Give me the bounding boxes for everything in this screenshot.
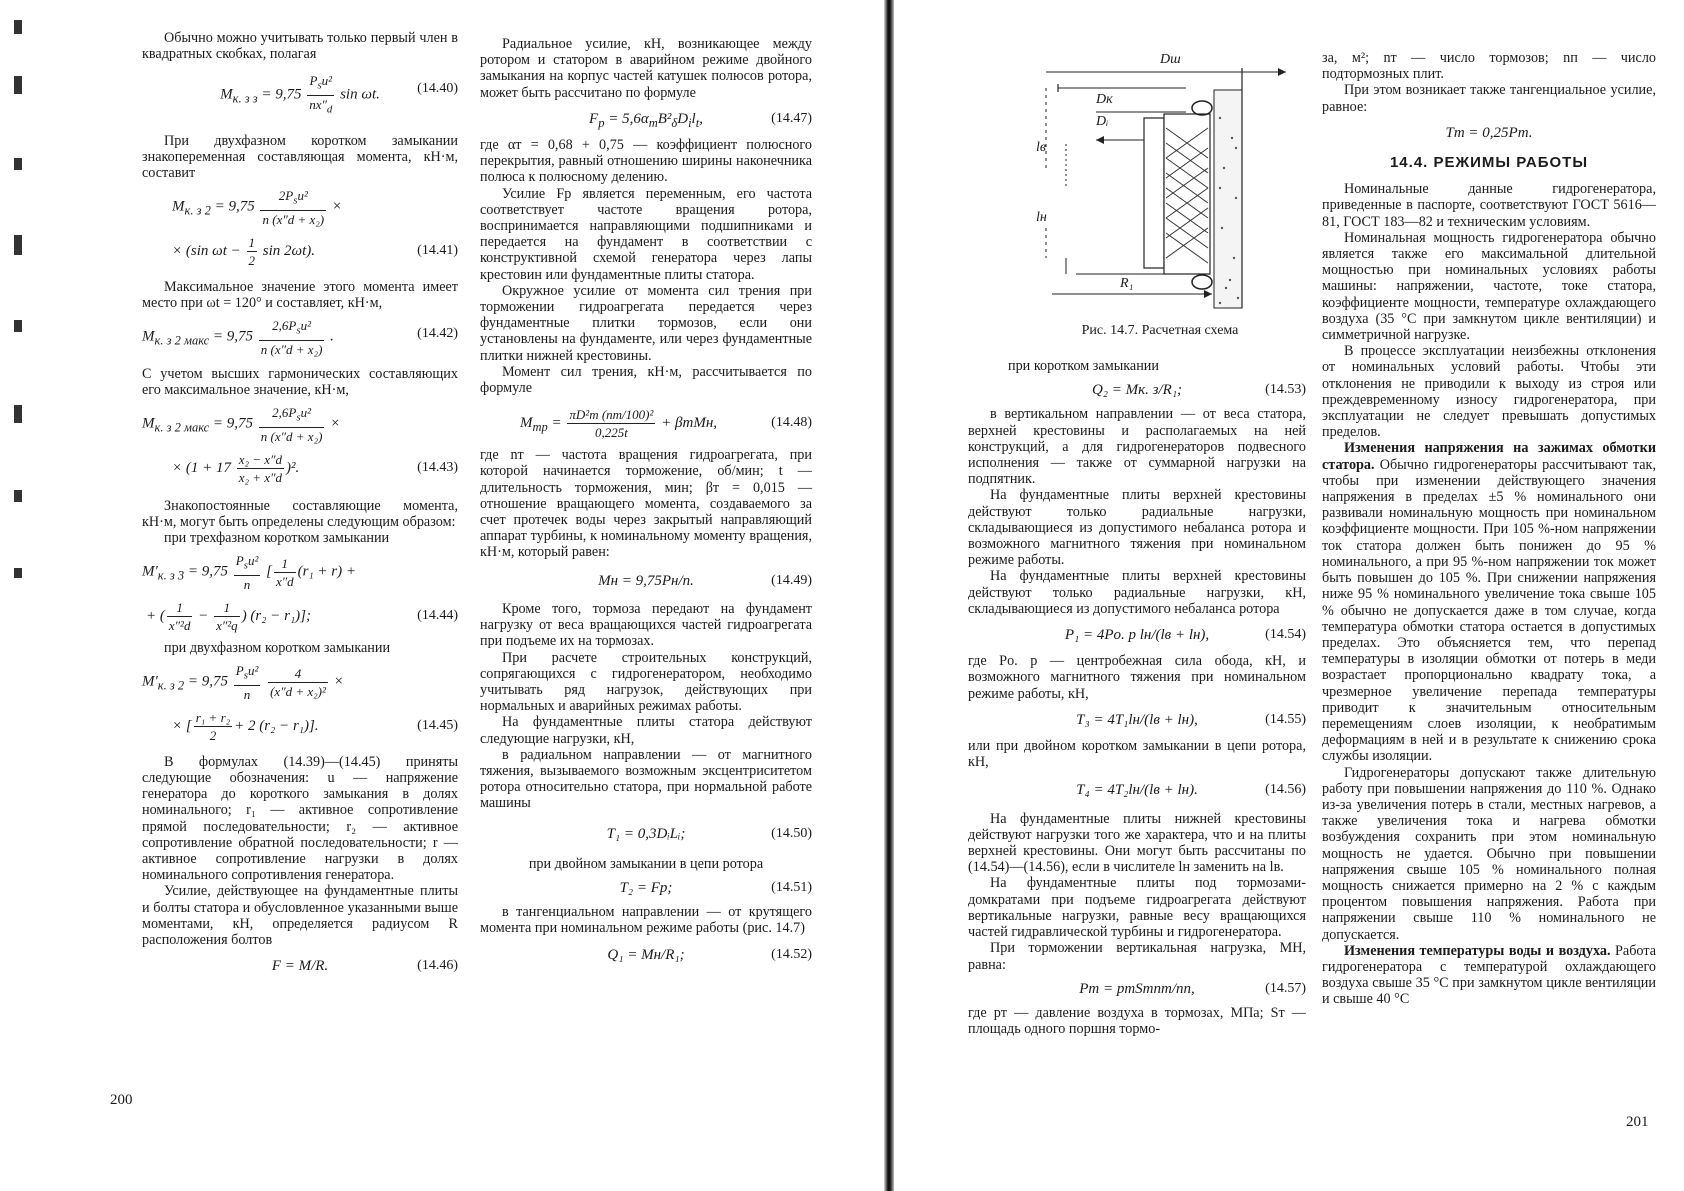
paragraph: Радиальное усилие, кН, возникающее между ротором и статором в аварийном режиме двойного замыкания на корпус частей катушек полюсов ротора, может быть рассчитано по формуле xyxy=(480,36,812,101)
paragraph: С учетом высших гармонических составляющих его максимальное значение, кН·м, xyxy=(142,365,458,398)
paragraph: при двухфазном коротком замыкании xyxy=(164,640,391,656)
paragraph: При этом возникает также тангенциальное усилие, равное: xyxy=(1322,82,1656,115)
paragraph: Кроме того, тормоза передают на фундамент нагрузку от веса вращающихся частей гидроагрегата при подъеме их на тормозах. xyxy=(480,600,812,650)
paragraph: Окружное усилие от момента сил трения при торможении гидроагрегата передается через фундаментные плитки тормозов, если они установлены на фундаменте, или через фундаментные плитки нижней крестовины. xyxy=(480,282,812,364)
paragraph: в тангенциальном направлении — от крутящего момента при номинальном режиме работы (рис. 14.7) xyxy=(480,904,812,937)
paragraph: при трехфазном коротком замыкании xyxy=(164,530,390,547)
paragraph: Изменения температуры воды и воздуха. Работа гидрогенератора с температурой охлаждающего воздуха свыше 35 °С при замкнутом цикле вентиляции и свыше 40 °С xyxy=(1322,942,1657,1008)
formula-14-51: T₂ = Fр; (14.51) xyxy=(619,879,812,896)
paragraph: где Pо. р — центробежная сила обода, кН, и возможного магнитного тяжения при номинальном режиме работы, кН, xyxy=(968,653,1306,702)
formula-14-53: Q₂ = Mк. з/R₁; (14.53) xyxy=(1091,382,1306,399)
right-column-2 xyxy=(1322,50,1656,1008)
paragraph: На фундаментные плиты верхней крестовины действуют только радиальные нагрузки, кН, складывающиеся из допустимого небаланса ротора xyxy=(968,568,1306,617)
formula-14-43a: $M_{к. з 2 макс} = 9,75$ $\frac{2,6P_su^2}{\text{n (x″d + x₂)}}$ × xyxy=(142,405,341,444)
paragraph: В формулах (14.39)—(14.45) приняты следующие обозначения: u — напряжение генератора до короткого замыкания в долях номинального; r₁ — активное сопротивление прямой последовательности; r₂ — активное сопротивление обратной последовательности; r — активное сопротивление нагрузки в долях номинального сопротивления генератора. xyxy=(142,753,458,884)
page-number-left: 200 xyxy=(110,1092,133,1108)
formula-14-49: Mн = 9,75Pн/n. (14.49) xyxy=(598,572,812,589)
formula-14-45b: × [ $\frac{\text{r₁ + r₂}}{2}$ + 2 (r₂ − r₁)]. (14.45) xyxy=(172,709,458,743)
paragraph: за, м²; nт — число тормозов; nп — число подтормозных плит. xyxy=(1322,50,1656,83)
paragraph: Номинальная мощность гидрогенератора обычно является также его максимальной длительной мощностью при номинальных условиях работы машины: напряжении, частоте, токе статора, коэффициенте мощности, температуре охлаждающего воздуха (35 °С при замкнутом цикле вентиляции) и симметричной нагрузке. xyxy=(1322,229,1656,344)
paragraph: Максимальное значение этого момента имеет место при ωt = 120° и составляет, кН·м, xyxy=(142,278,458,311)
paragraph: где nт — частота вращения гидроагрегата, при которой начинается торможение, об/мин; t — длительность торможения, мин; βт = 0,015 — отношение вращающего момента, создаваемого за счет протечек воды через закрытый направляющий аппарат турбины, к номинальному моменту вращения, кН·м, который равен: xyxy=(480,447,812,561)
formula-14-44a: $M'_{к. з 3} = 9,75$ $\frac{P_su^2}{n}$ [ $\frac{1}{x''d}$ (r₁ + r) + xyxy=(142,553,356,592)
right-column-1 xyxy=(968,358,1306,1037)
label-r1: R₁ xyxy=(1120,276,1134,291)
figure-caption: Рис. 14.7. Расчетная схема xyxy=(1081,323,1239,338)
formula-14-50: T₁ = 0,3DᵢLᵢ; (14.50) xyxy=(606,825,812,842)
paragraph: в вертикальном направлении — от веса статора, верхней крестовины и располагаемых на ней конструкций, а для гидрогенераторов подвесного исполнения — также от суммарной нагрузки на подпятник. xyxy=(968,406,1306,488)
paragraph: в радиальном направлении — от магнитного тяжения, вызываемого возможным эксцентриситетом ротора относительно статора, при нормальной работе машины xyxy=(480,746,812,812)
label-di: Dᵢ xyxy=(1096,114,1109,129)
paragraph: или при двойном коротком замыкании в цепи ротора, кН, xyxy=(968,738,1306,771)
formula-14-54: P₁ = 4Pо. р lн/(lв + lн), (14.54) xyxy=(1064,627,1306,644)
formula-14-48: $M_{тр}$ = $\frac{\text{πD²т (nт/100)²}}{0,225t}$ + βтMн, (14.48) xyxy=(520,407,812,441)
formula-tt: Tт = 0,25Pт. xyxy=(1445,124,1533,141)
paragraph: Усилие, действующее на фундаментные плиты и болты статора и обусловленное указанными выше моментами, кН, определяется радиусом R расположения болтов xyxy=(142,883,458,949)
label-dk: Dк xyxy=(1096,92,1113,107)
paragraph: В процессе эксплуатации неизбежны отклонения от номинальных условий работы. Чтобы эти отклонения не приводили к выходу из строя или преждевременному износу гидрогенератора, при эксплуатации не следует превышать допустимых пределов. xyxy=(1322,343,1656,441)
paragraph: при коротком замыкании xyxy=(1008,358,1159,374)
formula-14-55: T₃ = 4T₁lн/(lв + lн), (14.55) xyxy=(1076,711,1306,728)
paragraph-heading: Изменения температуры воды и воздуха. xyxy=(1344,942,1611,959)
paragraph: Гидрогенераторы допускают также длительную работу при повышении напряжения до 110 %. Однако из-за увеличения потерь в стали, местных нагревов, а также увеличения тока и нагрева обмотки возбуждения сохранить при этом номинальную мощность не удается. Обычно при повышении напряжения свыше 105 % номинального полная мощность снижается примерно на 2 % с каждым процентом повышения напряжения. Работа при напряжении свыше 110 % номинального не допускается. xyxy=(1322,764,1656,943)
formula-14-40: $M_{к. з з} = 9,75$ $\frac{P_su^2}{nx''_d}$ sin ωt. (14.40) xyxy=(220,73,458,116)
paragraph: На фундаментные плиты нижней крестовины действуют нагрузки того же характера, что и на плиты верхней крестовины. Они могут быть рассчитаны по (14.54)—(14.56), если в числителе lн заменить на lв. xyxy=(968,810,1306,876)
paragraph: Усилие Fр является переменным, его частота соответствует частоте вращения ротора, воспринимается направляющими подшипниками и передается на фундамент в соответствии с конструктивной схемой генератора через лапы крестовин или фундаментные плиты статора. xyxy=(480,185,812,283)
formula-14-42: $M_{к. з 2 макс} = 9,75$ $\frac{2,6P_su^2}{\text{n (x″d + x₂)}}$ . (14.42) xyxy=(142,318,458,357)
formula-14-57: Pт = pтSтnт/nп, (14.57) xyxy=(1079,980,1306,997)
formula-14-44b: + ( $\frac{1}{\text{x″²d}}$ − $\frac{1}{\text{x″²q}}$ ) (r₂ − r₁)]; (14.44) xyxy=(146,600,458,633)
paragraph: Обычно можно учитывать только первый член в квадратных скобках, полагая xyxy=(142,30,458,63)
paragraph: Номинальные данные гидрогенератора, приведенные в паспорте, соответствуют ГОСТ 5616—81, ГОСТ 183—82 и техническим условиям. xyxy=(1322,181,1656,230)
paragraph: На фундаментные плиты под тормозами-домкратами при подъеме гидроагрегата действуют вертикальные нагрузки, равные весу вращающихся частей гидравлической турбины и гидрогенератора. xyxy=(968,875,1306,941)
formula-14-47: $F_р = 5,6\alpha_тB^2_\delta D_il_t$, (14.47) xyxy=(589,110,812,130)
formula-14-43b: × (1 + 17 $\frac{\text{x₂ − x″d}}{\text{x₂ + x″d}}$ )². (14.43) xyxy=(172,451,458,485)
section-title: 14.4. РЕЖИМЫ РАБОТЫ xyxy=(1389,154,1589,172)
formula-14-41a: $M_{к. з 2} = 9,75$ $\frac{2P_su^2}{\text{n (x″d + x₂)}}$ × xyxy=(172,188,343,227)
paragraph-heading: Изменения напряжения на зажимах обмотки статора. xyxy=(1322,440,1656,473)
formula-14-56: T₄ = 4T₂lн/(lв + lн). (14.56) xyxy=(1076,782,1306,799)
paragraph: При расчете строительных конструкций, сопрягающихся с гидрогенератором, необходимо учитывать ряд нагрузок, действующих при нормальных и аварийных режимах работы. xyxy=(480,649,812,715)
paragraph: На фундаментные плиты верхней крестовины действуют только радиальные нагрузки, складывающиеся из допустимого небаланса ротора и возможного магнитного тяжения при номинальном режиме работы. xyxy=(968,487,1306,569)
paragraph: при двойном замыкании в цепи ротора xyxy=(528,855,764,872)
paragraph: При двухфазном коротком замыкании знакопеременная составляющая момента, кН·м, составит xyxy=(142,132,458,181)
paragraph: На фундаментные плиты статора действуют следующие нагрузки, кН, xyxy=(480,714,812,747)
label-ln: lн xyxy=(1036,210,1047,225)
calculation-scheme-diagram xyxy=(1036,48,1296,318)
label-dw: Dш xyxy=(1160,52,1181,67)
page-number-right: 201 xyxy=(1626,1114,1649,1130)
paragraph: где pт — давление воздуха в тормозах, МПа; Sт — площадь одного поршня тормо- xyxy=(968,1004,1306,1038)
paragraph: Момент сил трения, кН·м, рассчитывается по формуле xyxy=(480,363,812,397)
formula-14-45a: $M'_{к. з 2} = 9,75$ $\frac{P_su^2}{n}$ $\frac{4}{\text{(x″d + x₂)²}}$ × xyxy=(142,663,344,702)
figure-14-7 xyxy=(1036,48,1296,318)
label-lb: lв xyxy=(1036,140,1046,155)
formula-14-52: Q₁ = Mн/R₁; (14.52) xyxy=(607,946,812,963)
paragraph: где αт = 0,68 + 0,75 — коэффициент полюсного перекрытия, равный отношению ширины наконечника полюса к полюсному делению. xyxy=(480,137,812,186)
paragraph: При торможении вертикальная нагрузка, МН, равна: xyxy=(968,940,1306,973)
formula-14-41b: × (sin ωt − $\frac{1}{2}$ sin 2ωt). (14.41) xyxy=(172,234,458,268)
paragraph: Изменения напряжения на зажимах обмотки статора. Обычно гидрогенераторы рассчитывают так, чтобы при изменении действующего значения напряжения в пределах ±5 % номинального они развивали номинальную мощность при номинальном коэффициенте мощности. При 105 %-ном напряжении ток статора должен быть понижен до 95 % номинального, а при 95 %-ном напряжении ток может быть повышен до 105 %. При снижении напряжения ниже 95 % номинального увеличение тока свыше 105 % обычно не допускается даже в том случае, когда температура обмотки статора остается в допустимых пределах. Это объясняется тем, что перепад температуры в изоляции обмотки от потерь в меди возрастает пропорционально квадрату тока, а чрезмерное увеличение перепада температуры приводит к значительным относительным перемещениям слоев изоляции, к необратимым деформациям в ней и в результате к снижению срока службы изоляции. xyxy=(1322,440,1656,765)
paragraph: Знакопостоянные составляющие момента, кН·м, могут быть определены следующим образом: xyxy=(142,497,458,530)
formula-14-46: F = M/R. (14.46) xyxy=(271,958,458,975)
